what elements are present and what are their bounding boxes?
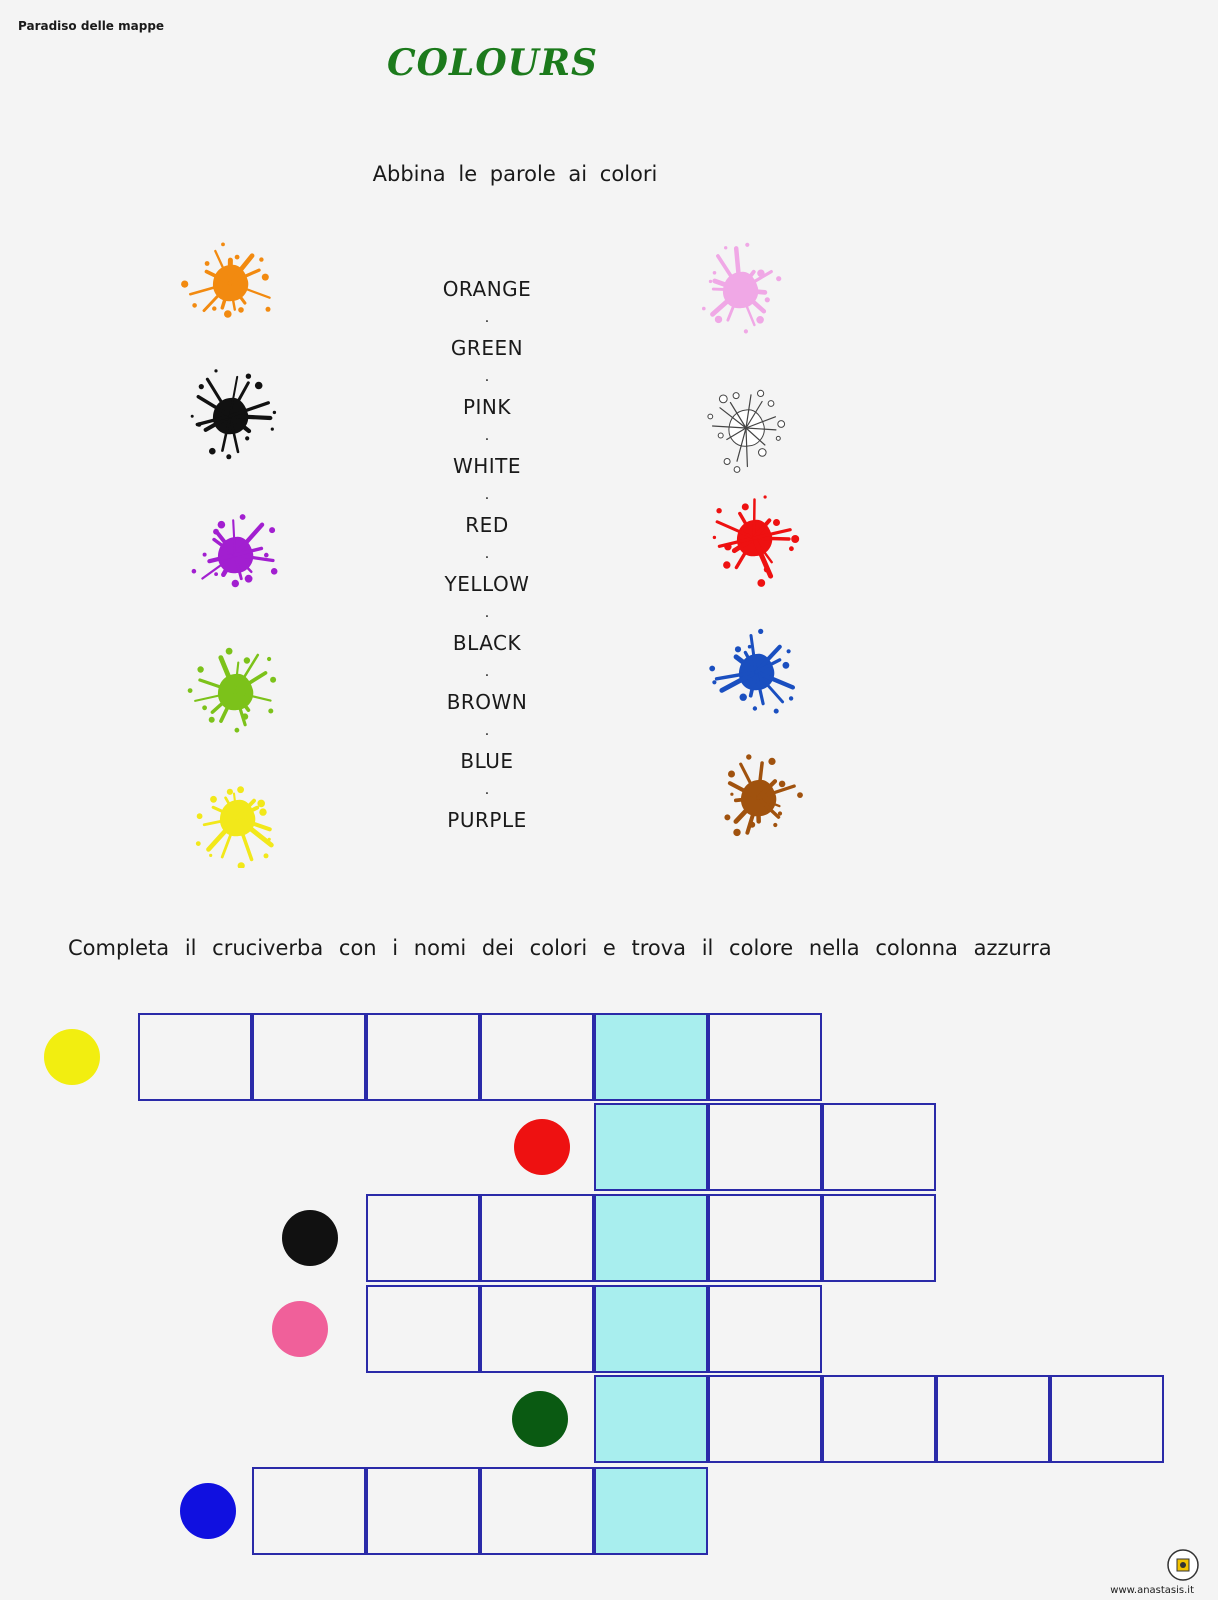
color-word-red: RED <box>465 513 509 537</box>
match-dot[interactable]: . <box>484 664 490 680</box>
yellow-splat-icon <box>187 768 287 868</box>
crossword-cell[interactable] <box>480 1467 594 1555</box>
blue-splat-icon <box>706 622 806 722</box>
color-word-orange: ORANGE <box>442 277 532 301</box>
crossword-cell-highlight[interactable] <box>594 1285 708 1373</box>
crossword-cell-highlight[interactable] <box>594 1194 708 1282</box>
color-word-purple: PURPLE <box>447 808 527 832</box>
crossword-cell[interactable] <box>252 1467 366 1555</box>
crossword-clue-dot <box>282 1210 338 1266</box>
crossword-cell[interactable] <box>708 1194 822 1282</box>
supermappe-logo-icon <box>1166 1548 1200 1582</box>
crossword-cell[interactable] <box>480 1013 594 1101</box>
crossword-clue-dot <box>512 1391 568 1447</box>
crossword-cell[interactable] <box>708 1285 822 1373</box>
crossword-instruction: Completa il cruciverba con i nomi dei colori e trova il colore nella colonna azzurra <box>68 936 1052 960</box>
page-title: COLOURS <box>387 42 598 84</box>
color-word-white: WHITE <box>452 454 522 478</box>
red-splat-icon <box>704 488 804 588</box>
green-splat-icon <box>185 642 285 742</box>
match-dot[interactable]: . <box>484 487 490 503</box>
crossword-cell[interactable] <box>480 1194 594 1282</box>
crossword-cell[interactable] <box>366 1285 480 1373</box>
crossword-cell-highlight[interactable] <box>594 1467 708 1555</box>
crossword-cell[interactable] <box>366 1194 480 1282</box>
crossword-cell[interactable] <box>822 1194 936 1282</box>
match-instruction: Abbina le parole ai colori <box>372 162 658 186</box>
match-dot[interactable]: . <box>484 546 490 562</box>
color-word-blue: BLUE <box>460 749 514 773</box>
purple-splat-icon <box>185 505 285 605</box>
crossword-cell-highlight[interactable] <box>594 1103 708 1191</box>
crossword-cell[interactable] <box>138 1013 252 1101</box>
crossword-cell[interactable] <box>480 1285 594 1373</box>
crossword-cell[interactable] <box>822 1375 936 1463</box>
crossword-cell[interactable] <box>1050 1375 1164 1463</box>
footer-site[interactable]: www.anastasis.it <box>1110 1585 1194 1596</box>
crossword-clue-dot <box>272 1301 328 1357</box>
crossword-cell-highlight[interactable] <box>594 1375 708 1463</box>
color-word-brown: BROWN <box>446 690 528 714</box>
color-word-pink: PINK <box>462 395 512 419</box>
crossword-cell[interactable] <box>822 1103 936 1191</box>
crossword-clue-dot <box>514 1119 570 1175</box>
crossword-cell[interactable] <box>936 1375 1050 1463</box>
crossword-cell[interactable] <box>708 1013 822 1101</box>
match-dot[interactable]: . <box>484 428 490 444</box>
color-word-green: GREEN <box>450 336 524 360</box>
crossword-clue-dot <box>44 1029 100 1085</box>
match-dot[interactable]: . <box>484 310 490 326</box>
crossword-clue-dot <box>180 1483 236 1539</box>
brand-label: Paradiso delle mappe <box>18 19 165 33</box>
match-dot[interactable]: . <box>484 782 490 798</box>
brown-splat-icon <box>708 748 808 848</box>
orange-splat-icon <box>180 233 280 333</box>
match-dot[interactable]: . <box>484 605 490 621</box>
crossword-cell[interactable] <box>366 1467 480 1555</box>
color-word-black: BLACK <box>452 631 522 655</box>
black-splat-icon <box>180 366 280 466</box>
pink-splat-icon <box>690 240 790 340</box>
crossword-cell[interactable] <box>708 1103 822 1191</box>
match-dot[interactable]: . <box>484 369 490 385</box>
crossword-cell-highlight[interactable] <box>594 1013 708 1101</box>
crossword-cell[interactable] <box>366 1013 480 1101</box>
match-dot[interactable]: . <box>484 723 490 739</box>
crossword-cell[interactable] <box>708 1375 822 1463</box>
crossword-cell[interactable] <box>252 1013 366 1101</box>
white-splat-icon <box>696 378 796 478</box>
color-word-yellow: YELLOW <box>444 572 530 596</box>
